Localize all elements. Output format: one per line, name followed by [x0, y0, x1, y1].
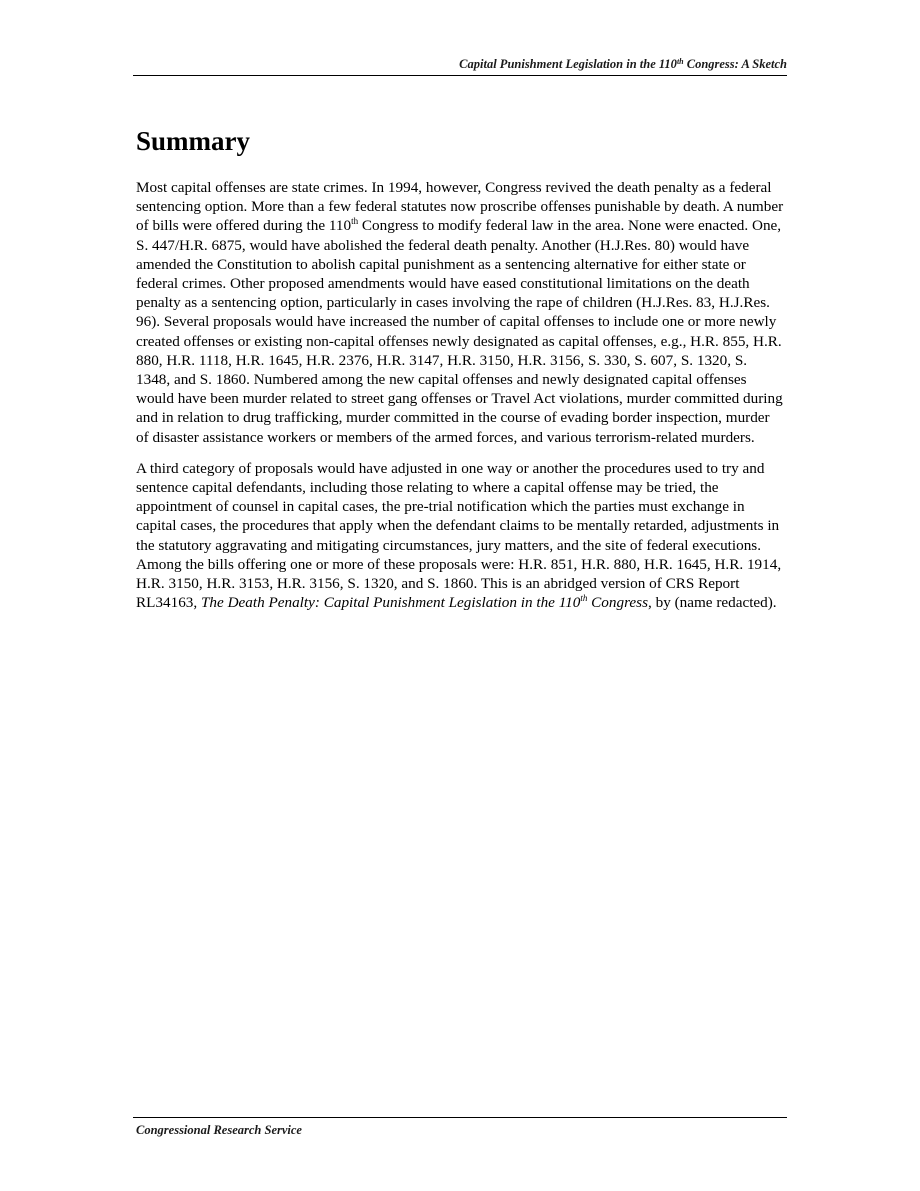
p1-superscript: th	[351, 216, 359, 227]
report-title-italic	[201, 594, 648, 611]
p2-text-1: A third category of proposals would have adjusted in one way or another the procedures used to try and sentence capital defendants, including those relating to where a capital offense may be tried, the appointment of counsel in capital cases, the pre-trial notification which the parties must exchange in capital cases, the procedures that apply when the defendant claims to be mentally retarded, adjustments in the statutory aggravating and mitigating circumstances, jury matters, and the site of federal executions. Among the bills offering one or more of these proposals were: H.R. 851, H.R. 880, H.R. 1645, H.R. 1914, H.R. 3150, H.R. 3153, H.R. 3156, S. 1320, and S. 1860. This is an abridged version of CRS Report RL34163,	[136, 459, 782, 612]
summary-paragraph-2	[136, 459, 784, 613]
report-title-text-1: The Death Penalty: Capital Punishment Legislation in the 110	[200, 594, 581, 612]
summary-heading: Summary	[136, 126, 250, 156]
footer-divider	[133, 1117, 787, 1118]
running-header-text-2: Congress: A Sketch	[683, 57, 787, 71]
running-header	[133, 55, 787, 76]
report-title-text-2: Congress	[587, 594, 648, 612]
p2-text-2: , by (name redacted).	[648, 594, 777, 612]
summary-body	[136, 178, 784, 624]
running-header-superscript: th	[676, 57, 684, 66]
p1-text-1: Most capital offenses are state crimes. In 1994, however, Congress revived the death penalty as a federal sentencing option. More than a few federal statutes now proscribe offenses punishable by death. A number of bills were offered during the 110	[136, 179, 784, 235]
report-title-superscript: th	[580, 593, 588, 604]
p1-text-2: Congress to modify federal law in the area. None were enacted. One, S. 447/H.R. 6875, would have abolished the federal death penalty. Another (H.J.Res. 80) would have amended the Constitution to abolish capital punishment as a sentencing alternative for either state or federal crimes. Other proposed amendments would have eased constitutional limitations on the death penalty as a sentencing option, particularly in cases involving the rape of children (H.J.Res. 83, H.J.Res. 96). Several proposals would have increased the number of capital offenses to include one or more newly created offenses or existing non-capital offenses newly designated as capital offenses, e.g., H.R. 855, H.R. 880, H.R. 1118, H.R. 1645, H.R. 2376, H.R. 3147, H.R. 3150, H.R. 3156, S. 330, S. 607, S. 1320, S. 1348, and S. 1860. Numbered among the new capital offenses and newly designated capital offenses would have been murder related to street gang offenses or Travel Act violations, murder committed during and in relation to drug trafficking, murder committed in the course of evading border inspection, murder of disaster assistance workers or members of the armed forces, and various terrorism-related murders.	[136, 217, 783, 446]
running-header-text-1: Capital Punishment Legislation in the 110	[459, 57, 677, 71]
footer-label: Congressional Research Service	[136, 1123, 302, 1137]
summary-paragraph-1	[136, 178, 784, 447]
